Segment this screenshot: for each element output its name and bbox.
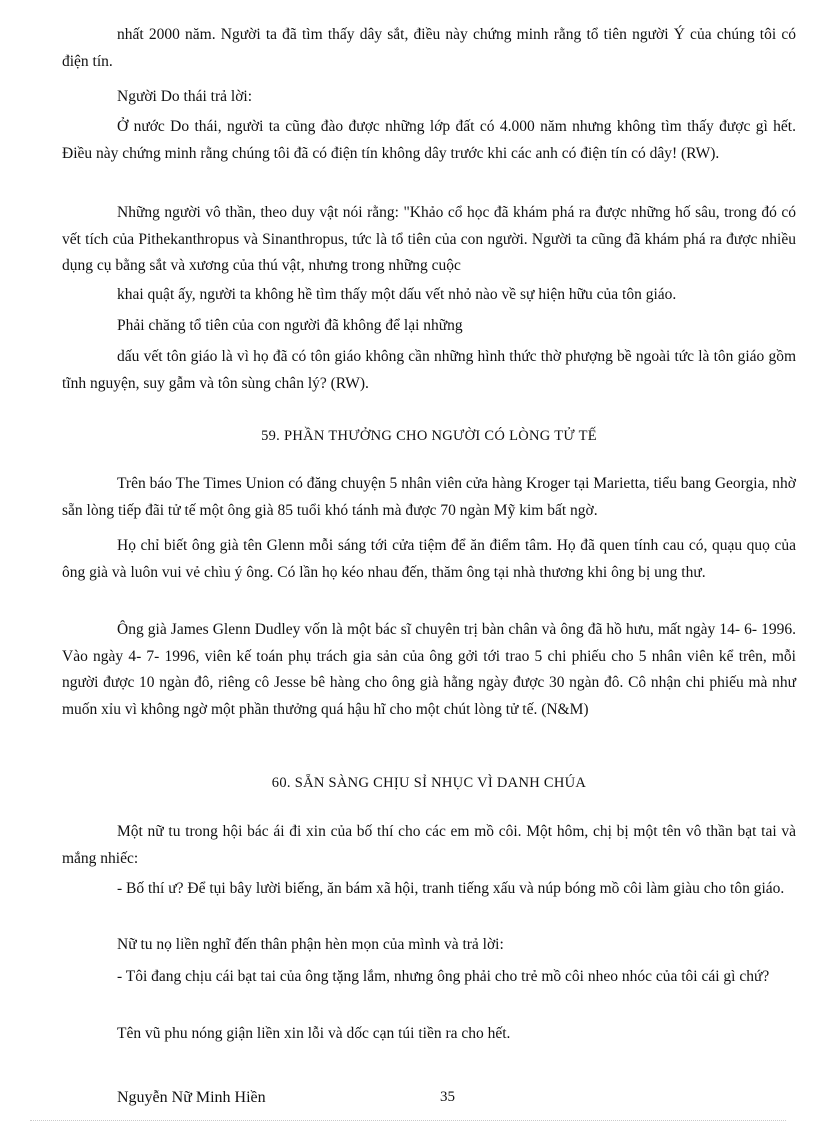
section-heading-59: 59. PHẦN THƯỞNG CHO NGƯỜI CÓ LÒNG TỬ TẾ [261,428,597,444]
paragraph: dấu vết tôn giáo là vì họ đã có tôn giáo không cần những hình thức thờ phượng bề ngoài tức là tôn giáo gồm tĩnh nguyện, suy gẫm và tôn sùng chân lý? (RW). [62,348,796,392]
paragraph: Những người vô thần, theo duy vật nói rằng: "Khảo cổ học đã khám phá ra được những hố sâu, trong đó có vết tích của Pithekanthropus và Sinanthropus, tức là tổ tiên của con người. Người ta cũng đã khám phá ra được nhiều dụng cụ bằng sắt và xương của thú vật, nhưng trong những cuộc [62,204,796,275]
paragraph: - Tôi đang chịu cái bạt tai của ông tặng lắm, nhưng ông phải cho trẻ mồ côi nheo nhóc của tôi cái gì chứ? [117,968,770,985]
paragraph: Một nữ tu trong hội bác ái đi xin của bố thí cho các em mồ côi. Một hôm, chị bị một tên vô thần bạt tai và mắng nhiếc: [62,823,796,867]
footer-author: Nguyễn Nữ Minh Hiền [117,1089,266,1106]
paragraph: khai quật ấy, người ta không hề tìm thấy một dấu vết nhỏ nào về sự hiện hữu của tôn giáo. [117,286,677,303]
paragraph: Nữ tu nọ liền nghĩ đến thân phận hèn mọn của mình và trả lời: [117,936,504,953]
paragraph: Ở nước Do thái, người ta cũng đào được những lớp đất có 4.000 năm nhưng không tìm thấy được gì hết. Điều này chứng minh rằng chúng tôi đã có điện tín không dây trước khi các anh có điện tín có dây! (RW). [62,118,796,162]
paragraph: - Bố thí ư? Để tụi bây lười biếng, ăn bám xã hội, tranh tiếng xấu và núp bóng mồ côi làm giàu cho tôn giáo. [117,880,785,897]
section-heading-60: 60. SẴN SÀNG CHỊU SỈ NHỤC VÌ DANH CHÚA [271,775,587,791]
paragraph: Tên vũ phu nóng giận liền xin lỗi và dốc cạn túi tiền ra cho hết. [117,1025,511,1042]
paragraph: Phải chăng tổ tiên của con người đã không để lại những [117,317,463,334]
paragraph: Ông già James Glenn Dudley vốn là một bác sĩ chuyên trị bàn chân và ông đã hồ hưu, mất ngày 14- 6- 1996. Vào ngày 4- 7- 1996, viên kế toán phụ trách gia sản của ông gởi tới trao 5 chi phiếu cho 5 nhân viên kể trên, mỗi người được 10 ngàn đô, riêng cô Jesse bê hàng cho ông già hằng ngày được 30 ngàn đô. Cô nhận chi phiếu mà như muốn xỉu vì không ngờ một phần thưởng quá hậu hĩ cho một chút lòng tử tế. (N&M) [62,621,796,718]
paragraph: Người Do thái trả lời: [117,88,252,105]
paragraph: Trên báo The Times Union có đăng chuyện 5 nhân viên cửa hàng Kroger tại Marietta, tiểu bang Georgia, nhờ sẵn lòng tiếp đãi tử tế một ông già 85 tuổi khó tánh mà được 70 ngàn Mỹ kim bất ngờ. [62,475,796,519]
paragraph: Họ chỉ biết ông già tên Glenn mỗi sáng tới cửa tiệm để ăn điểm tâm. Họ đã quen tính cau có, quạu quọ của ông già và luôn vui vẻ chìu ý ông. Có lần họ kéo nhau đến, thăm ông tại nhà thương khi ông bị ung thư. [62,537,796,581]
paragraph: nhất 2000 năm. Người ta đã tìm thấy dây sắt, điều này chứng minh rằng tổ tiên người Ý của chúng tôi có điện tín. [62,26,796,70]
page-number: 35 [440,1089,455,1105]
page-bottom-divider [30,1120,786,1121]
